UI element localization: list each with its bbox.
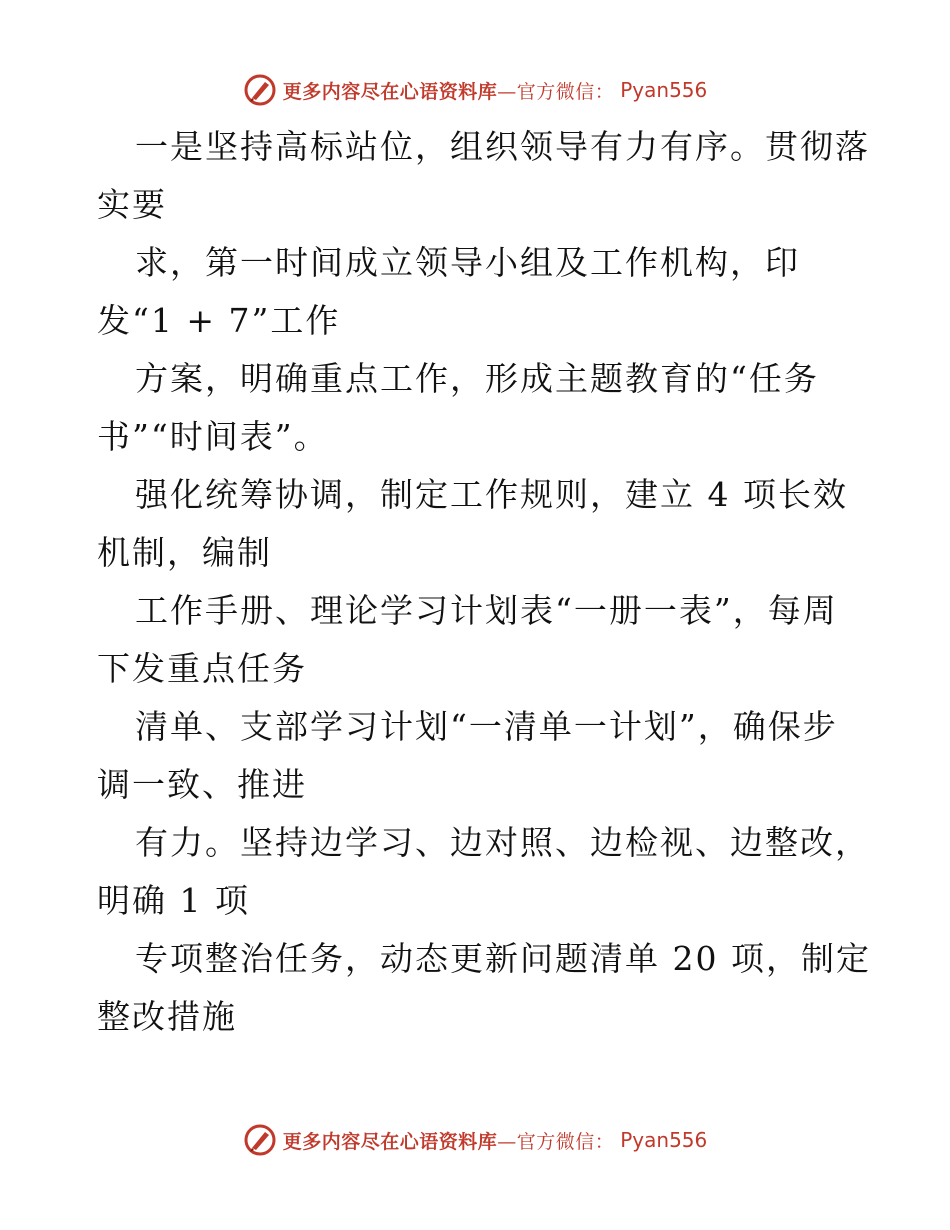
banner-suffix: 官方微信： (516, 80, 615, 103)
text-line: 强化统筹协调，制定工作规则，建立 4 项长效 (135, 475, 848, 514)
text-line: 专项整治任务，动态更新问题清单 20 项，制定 (135, 939, 871, 978)
text-line: 实要 (97, 185, 167, 224)
text-line: 有力。坚持边学习、边对照、边检视、边整改， (135, 823, 870, 862)
pen-circle-logo-icon (243, 1123, 277, 1157)
text-line: 求，第一时间成立领导小组及工作机构，印 (135, 243, 800, 282)
text-line: 发“1 + 7”工作 (97, 301, 341, 340)
banner-prefix: 更多内容尽在心语资料库 (282, 1130, 498, 1153)
text-line: 工作手册、理论学习计划表“一册一表”，每周 (135, 591, 838, 630)
text-line: 下发重点任务 (97, 649, 307, 688)
text-line: 方案，明确重点工作，形成主题教育的“任务 (135, 359, 819, 398)
banner-prefix: 更多内容尽在心语资料库 (282, 80, 498, 103)
text-line: 明确 1 项 (97, 881, 250, 920)
text-line: 书”“时间表”。 (97, 417, 329, 456)
footer-banner (0, 1120, 950, 1160)
banner-wechat-id: Pyan556 (620, 78, 708, 102)
header-banner (0, 70, 950, 110)
text-line: 一是坚持高标站位，组织领导有力有序。贯彻落 (135, 127, 870, 166)
text-line: 调一致、推进 (97, 765, 307, 804)
document-body (97, 118, 877, 1046)
pen-circle-logo-icon (243, 73, 277, 107)
text-line: 机制，编制 (97, 533, 272, 572)
text-line: 清单、支部学习计划“一清单一计划”，确保步 (135, 707, 838, 746)
banner-dash: — (497, 80, 517, 103)
banner-wechat-id: Pyan556 (620, 1128, 708, 1152)
banner-text (283, 77, 615, 104)
text-line: 整改措施 (97, 997, 237, 1036)
banner-dash: — (497, 1130, 517, 1153)
banner-suffix: 官方微信： (516, 1130, 615, 1153)
banner-text (283, 1127, 615, 1154)
